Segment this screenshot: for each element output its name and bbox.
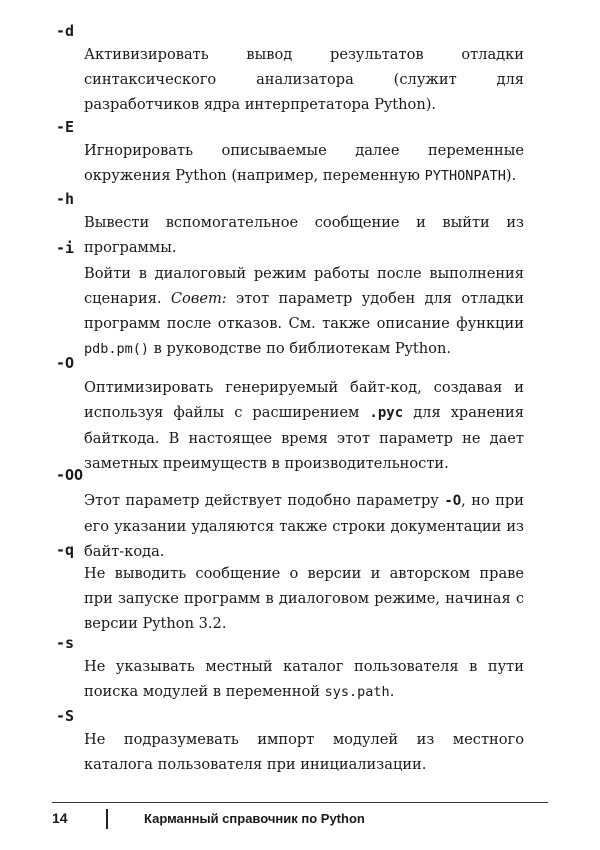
option-flag-O: -O — [56, 354, 75, 372]
option-desc-q: Не выводить сообщение о версии и авторском праве при запуске программ в диалоговом режиме, начиная с версии Python 3.2. — [84, 565, 524, 632]
option-desc-i: Войти в диалоговый режим работы после выполнения сценария. Совет: этот параметр удобен для отладки программ после отказов. См. также описание функции pdb.pm() в руководстве по библиотекам Python. — [84, 265, 524, 357]
option-flag-h: -h — [56, 190, 75, 208]
option-flag-OO: -OO — [56, 466, 84, 484]
option-flag-i: -i — [56, 239, 75, 257]
footer-divider — [106, 809, 108, 829]
inline-code: .pyc — [369, 405, 404, 421]
inline-code: pdb.pm() — [84, 341, 150, 357]
option-flag-q: -q — [56, 541, 75, 559]
inline-code: sys.path — [324, 684, 390, 700]
inline-code: -O — [444, 493, 462, 509]
page-number: 14 — [52, 810, 68, 826]
option-desc-s: Не указывать местный каталог пользователя в пути поиска модулей в переменной sys.path. — [84, 658, 524, 700]
option-desc-h: Вывести вспомогательное сообщение и выйти из программы. — [84, 214, 524, 256]
option-desc-E: Игнорировать описываемые далее переменные окружения Python (например, переменную PYTHONPATH). — [84, 142, 524, 184]
emphasis-tip: Совет: — [170, 290, 227, 307]
option-desc-OO: Этот параметр действует подобно параметру -O, но при его указании удаляются также строки документации из байт-кода. — [84, 492, 524, 560]
inline-code: PYTHONPATH — [424, 168, 506, 184]
option-desc-d: Активизировать вывод результатов отладки синтаксического анализатора (служит для разработчиков ядра интерпретатора Python). — [84, 46, 524, 113]
option-flag-s: -s — [56, 634, 75, 652]
option-desc-S: Не подразумевать импорт модулей из местного каталога пользователя при инициализации. — [84, 731, 524, 773]
footer-rule — [52, 802, 548, 803]
option-desc-O: Оптимизировать генерируемый байт-код, создавая и используя файлы с расширением .pyc для хранения байткода. В настоящее время этот параметр не дает заметных преимуществ в производительности. — [84, 379, 524, 472]
option-flag-d: -d — [56, 22, 75, 40]
book-title: Карманный справочник по Python — [144, 811, 365, 826]
option-flag-S: -S — [56, 707, 75, 725]
option-flag-E: -E — [56, 118, 75, 136]
